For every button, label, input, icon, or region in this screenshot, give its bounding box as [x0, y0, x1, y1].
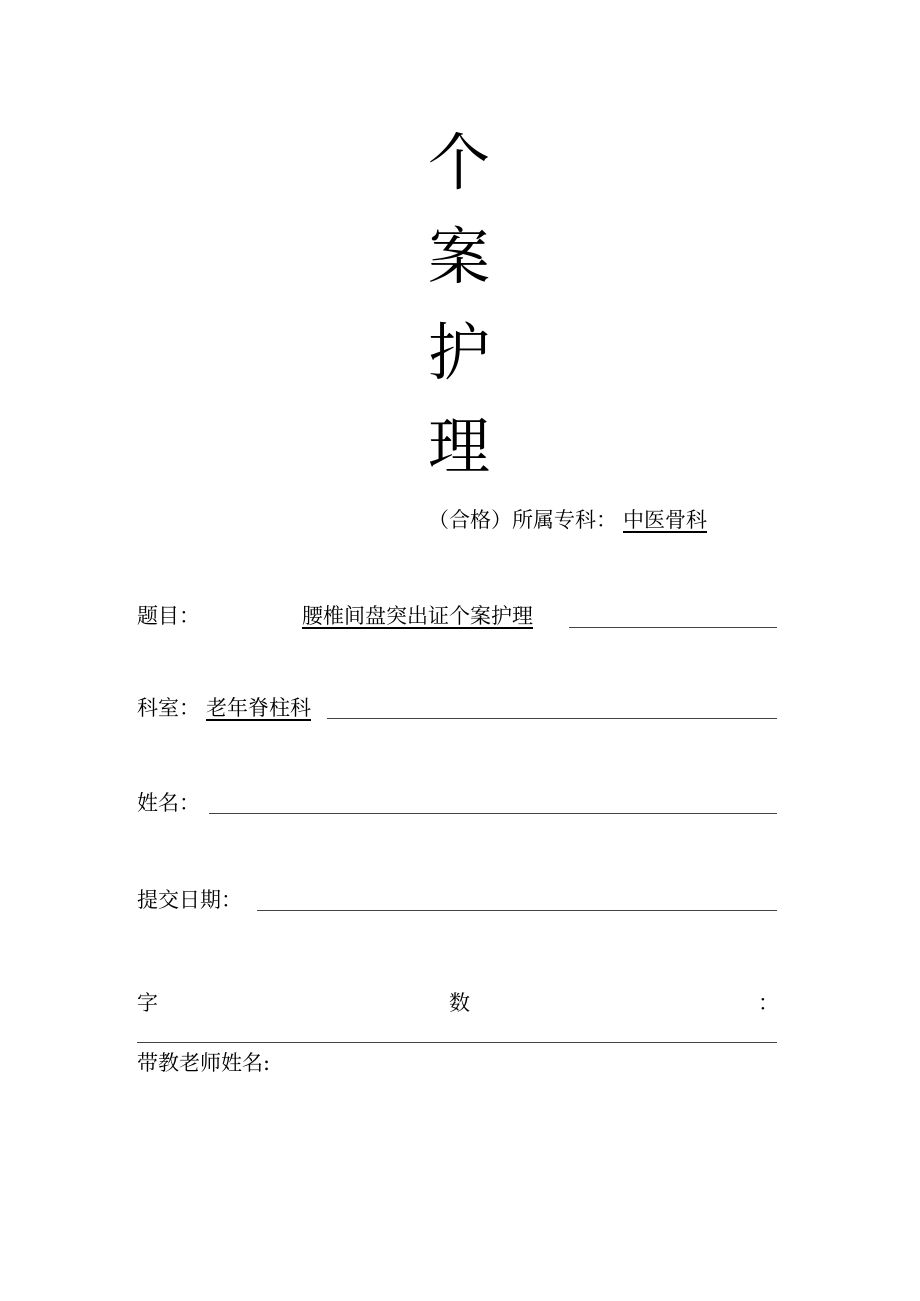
department-value: 老年脊柱科	[206, 696, 311, 720]
specialty-line	[428, 504, 707, 536]
name-underline	[209, 813, 777, 814]
department-underline	[327, 718, 777, 719]
name-label: 姓名：	[137, 791, 200, 815]
title-char-1: 个	[428, 126, 491, 199]
topic-underline	[569, 627, 777, 628]
title-char-2: 案	[428, 220, 491, 293]
word-count-char-1: 字	[137, 991, 158, 1015]
topic-value: 腰椎间盘突出证个案护理	[302, 604, 533, 628]
teacher-label: 带教老师姓名:	[137, 1051, 271, 1075]
title-char-3: 护	[428, 316, 491, 389]
word-count-underline	[137, 1042, 777, 1043]
specialty-value: 中医骨科	[623, 508, 707, 532]
word-count-colon: ：	[758, 991, 779, 1015]
submit-date-label: 提交日期：	[137, 888, 242, 912]
submit-date-underline	[257, 910, 777, 911]
word-count-char-2: 数	[449, 991, 470, 1015]
topic-label: 题目：	[137, 604, 200, 628]
specialty-prefix: （合格）所属专科：	[428, 508, 617, 532]
department-label: 科室：	[137, 696, 200, 720]
title-char-4: 理	[428, 410, 491, 483]
